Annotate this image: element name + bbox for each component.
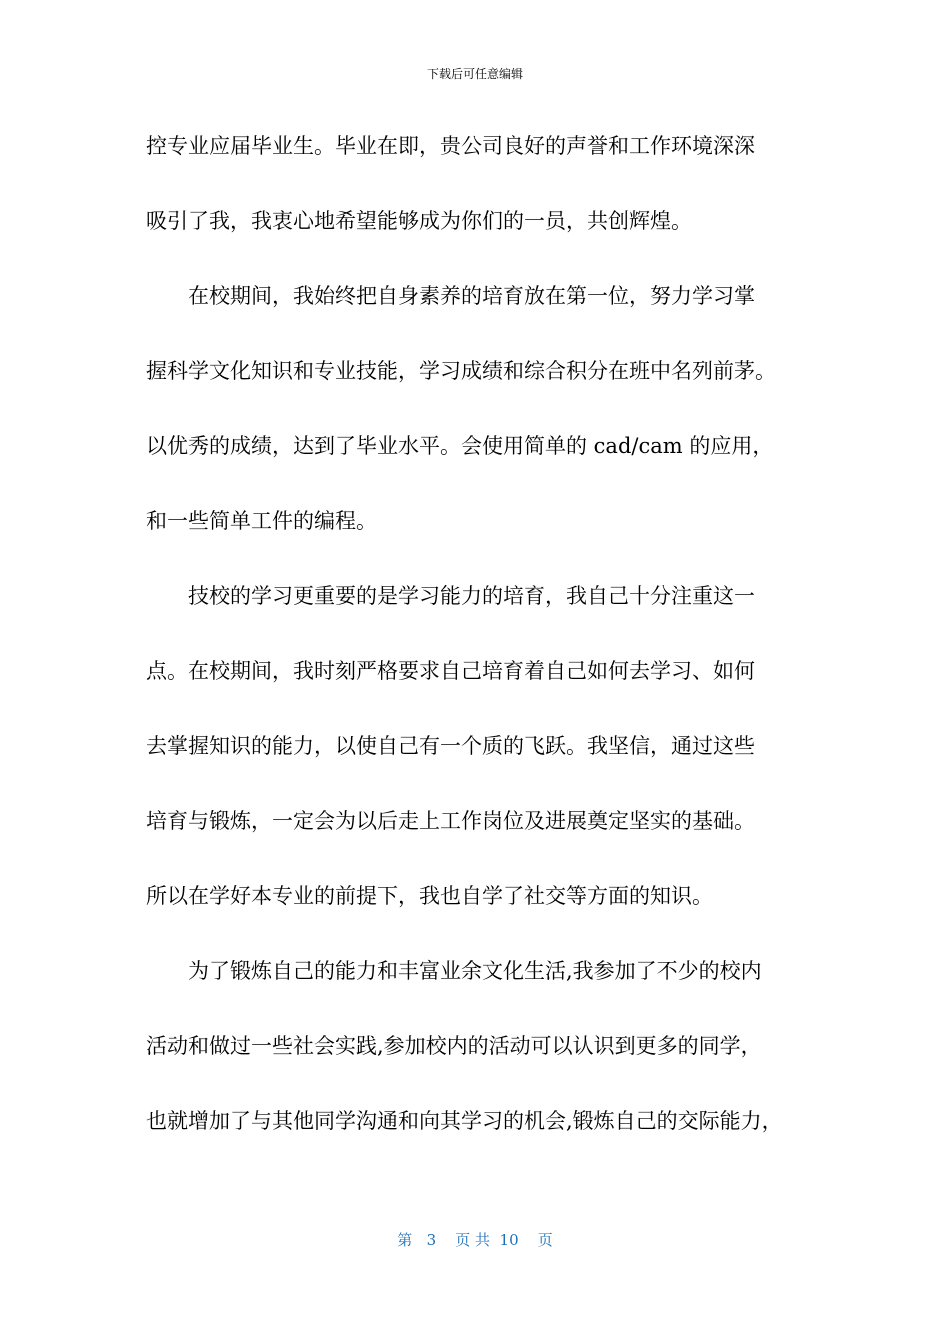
body-line-13: 活动和做过一些社会实践,参加校内的活动可以认识到更多的同学， (146, 1034, 762, 1058)
footer-label-end: 页 (537, 1231, 553, 1249)
footer-label-total: 页 共 (455, 1231, 490, 1249)
body-line-10: 培育与锻炼，一定会为以后走上工作岗位及进展奠定坚实的基础。 (146, 809, 755, 833)
page-footer (0, 1230, 950, 1250)
body-line-11: 所以在学好本专业的前提下，我也自学了社交等方面的知识。 (146, 884, 713, 908)
footer-current-page: 3 (426, 1231, 437, 1249)
body-line-14: 也就增加了与其他同学沟通和向其学习的机会,锻炼自己的交际能力， (146, 1109, 783, 1133)
footer-label-page: 第 (397, 1231, 413, 1249)
body-line-9: 去掌握知识的能力，以使自己有一个质的飞跃。我坚信，通过这些 (146, 734, 755, 758)
body-line-12: 为了锻炼自己的能力和丰富业余文化生活,我参加了不少的校内 (146, 959, 762, 983)
body-line-4: 握科学文化知识和专业技能，学习成绩和综合积分在班中名列前茅。 (146, 359, 776, 383)
body-line-6: 和一些简单工件的编程。 (146, 509, 377, 533)
page-header: 下载后可任意编辑 (426, 67, 523, 81)
body-line-8: 点。在校期间，我时刻严格要求自己培育着自己如何去学习、如何 (146, 659, 755, 683)
body-line-5: 以优秀的成绩，达到了毕业水平。会使用简单的 cad/cam 的应用， (146, 434, 774, 458)
body-line-3: 在校期间，我始终把自身素养的培育放在第一位，努力学习掌 (146, 284, 755, 308)
body-line-2: 吸引了我，我衷心地希望能够成为你们的一员，共创辉煌。 (146, 209, 692, 233)
body-line-1: 控专业应届毕业生。毕业在即，贵公司良好的声誉和工作环境深深 (146, 134, 755, 158)
footer-total-pages: 10 (499, 1231, 519, 1249)
body-line-7: 技校的学习更重要的是学习能力的培育，我自己十分注重这一 (146, 584, 755, 608)
